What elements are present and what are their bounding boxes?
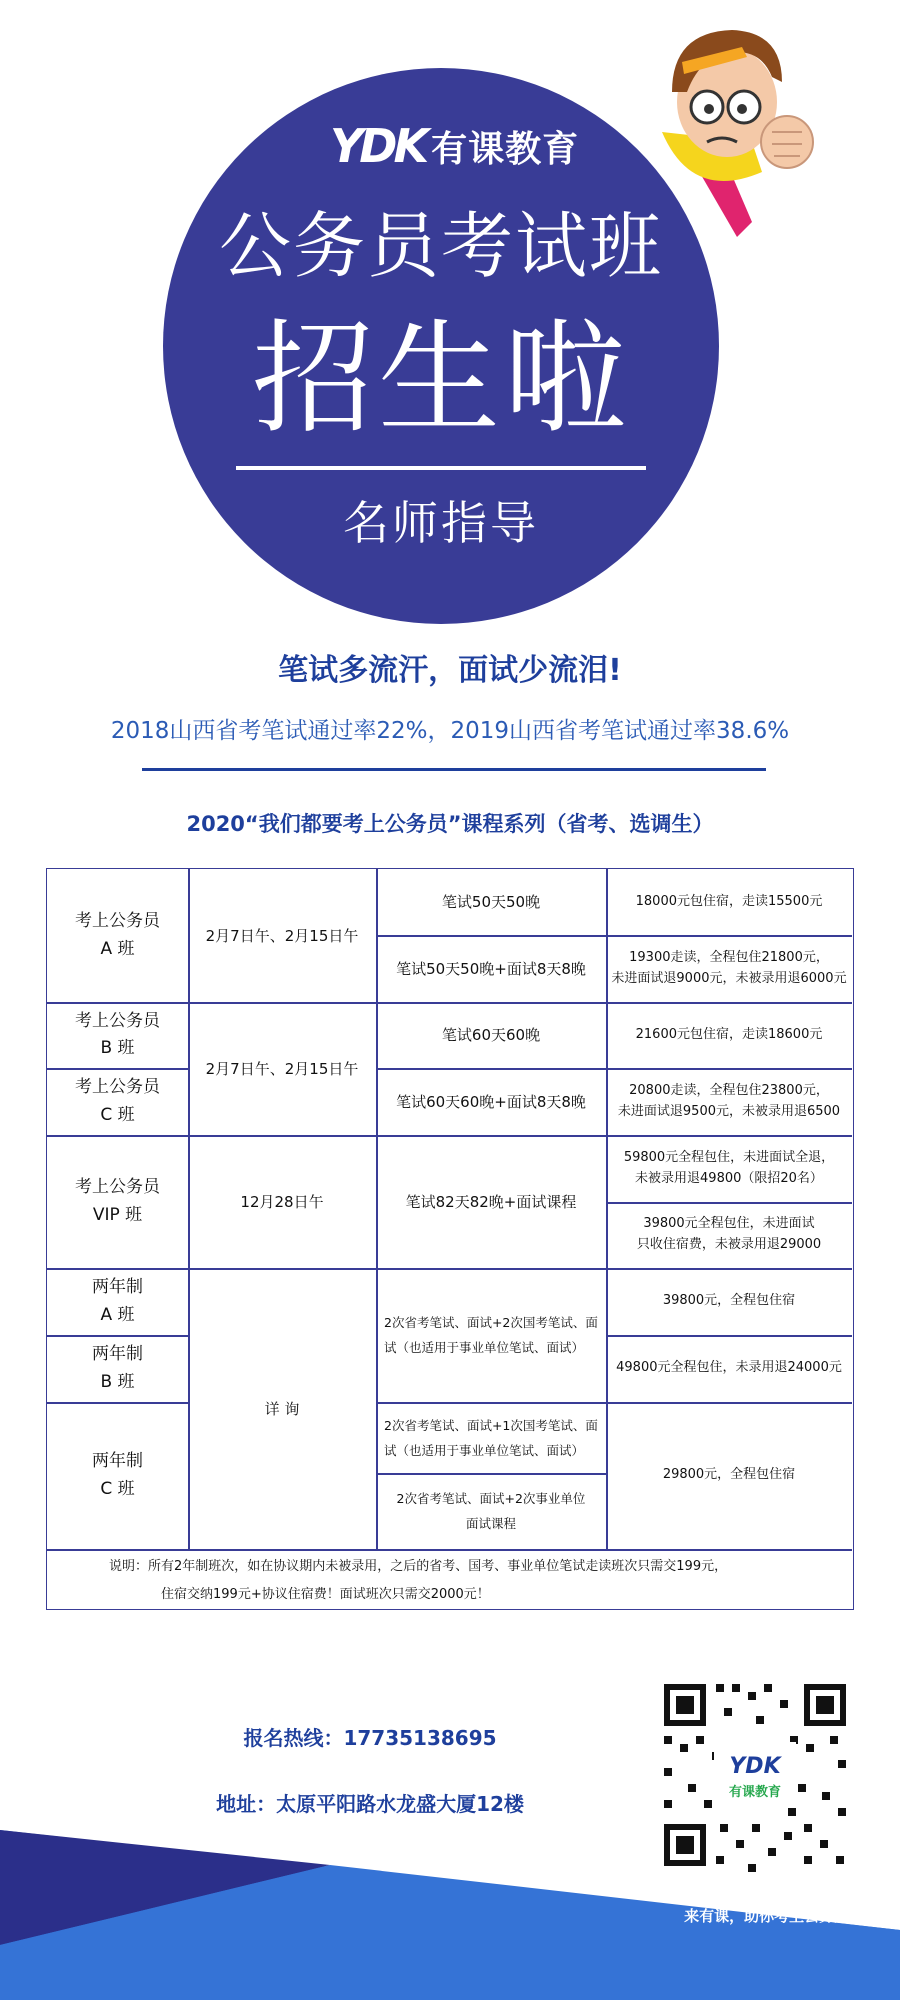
hero-title: 公务员考试班 [218, 204, 663, 288]
qr-logo-mark: YDK [729, 1754, 781, 1779]
class-name-cell: 考上公务员 A 班 [75, 911, 160, 959]
class-name-cell: 两年制 A 班 [92, 1277, 143, 1325]
price-cell: 29800元，全程包住宿 [662, 1467, 796, 1483]
price-cell: 20800走读，全程包住23800元， 未进面试退9500元，未被录用退6500 [617, 1082, 841, 1119]
course-cell: 笔试50天50晚 [441, 893, 541, 911]
course-series-title: 2020“我们都要考上公务员”课程系列（省考、选调生） [186, 812, 714, 836]
price-cell: 21600元包住宿，走读18600元 [635, 1026, 823, 1042]
section-divider [142, 768, 766, 771]
qr-pattern [650, 1670, 860, 1880]
note-line: 住宿交纳199元+协议住宿费！面试班次只需交2000元！ [161, 1587, 490, 1602]
qr-code [650, 1670, 860, 1880]
class-date-cell: 2月7日午、2月15日午 [205, 926, 359, 945]
class-name-cell: 考上公务员 VIP 班 [75, 1177, 160, 1225]
course-cell: 2次省考笔试、面试+2次事业单位 面试课程 [396, 1491, 586, 1531]
course-table [46, 868, 854, 1610]
hero-subtitle: 名师指导 [343, 496, 539, 550]
class-name-cell: 考上公务员 B 班 [75, 1010, 160, 1058]
logo-text: 有课教育 [431, 128, 580, 170]
course-cell: 笔试60天60晚+面试8天8晚 [396, 1092, 586, 1111]
course-cell: 2次省考笔试、面试+1次国考笔试、面 试（也适用于事业单位笔试、面试） [384, 1417, 598, 1458]
class-name-cell: 两年制 C 班 [92, 1451, 143, 1499]
class-name-cell: 两年制 B 班 [92, 1344, 143, 1392]
class-date-cell: 12月28日午 [240, 1192, 324, 1211]
price-cell: 19300走读，全程包住21800元， 未进面试退9000元，未被录用退6000元 [611, 949, 847, 986]
logo-mark: YDK [330, 119, 426, 173]
price-cell: 39800元全程包住，未进面试 只收住宿费，未被录用退29000 [636, 1216, 822, 1252]
mascot-illustration [652, 22, 820, 237]
class-date-cell: 2月7日午、2月15日午 [205, 1059, 359, 1078]
price-cell: 39800元，全程包住宿 [662, 1293, 796, 1309]
brand-logo [330, 118, 579, 174]
footer-slogan: 来有课，助你考上公务员! [684, 1907, 856, 1925]
price-cell: 18000元包住宿，走读15500元 [635, 893, 823, 909]
pass-rate-text: 2018山西省考笔试通过率22%，2019山西省考笔试通过率38.6% [110, 718, 790, 744]
class-date-cell: 详 询 [264, 1399, 300, 1418]
hero-divider [236, 466, 646, 470]
course-cell: 笔试82天82晚+面试课程 [405, 1192, 577, 1211]
course-cell: 2次省考笔试、面试+2次国考笔试、面 试（也适用于事业单位笔试、面试） [384, 1315, 598, 1355]
hotline-text: 报名热线：17735138695 [243, 1726, 497, 1750]
price-cell: 59800元全程包住，未进面试全退， 未被录用退49800（限招20名） [623, 1149, 835, 1186]
qr-logo-text: 有课教育 [728, 1785, 782, 1800]
course-cell: 笔试60天60晚 [441, 1026, 541, 1044]
hero-headline: 招生啦 [252, 308, 630, 450]
price-cell: 49800元全程包住，未录用退24000元 [616, 1360, 842, 1376]
table-note [47, 1549, 852, 1609]
course-cell: 笔试50天50晚+面试8天8晚 [396, 959, 586, 978]
slogan: 笔试多流汗，面试少流泪! [278, 653, 622, 688]
class-name-cell: 考上公务员 C 班 [75, 1077, 160, 1125]
note-line: 说明：所有2年制班次，如在协议期内未被录用，之后的省考、国考、事业单位笔试走读班次只需交199元， [109, 1559, 728, 1574]
address-text: 地址：太原平阳路水龙盛大厦12楼 [216, 1792, 524, 1816]
